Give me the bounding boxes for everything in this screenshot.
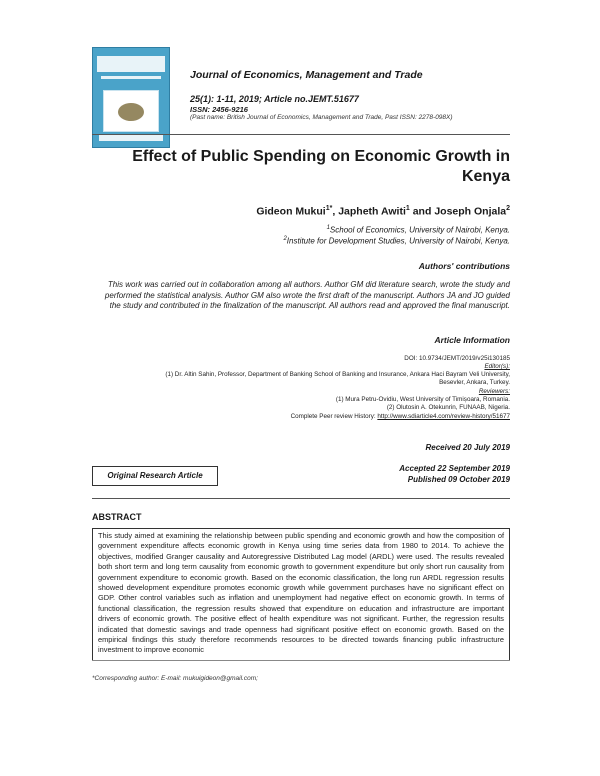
contributions-heading: Authors' contributions bbox=[418, 261, 510, 271]
editor-entry-continued: Besevler, Ankara, Turkey. bbox=[439, 379, 510, 386]
affiliation-text: School of Economics, University of Nairobi, Kenya. bbox=[329, 225, 510, 235]
journal-cover-image bbox=[92, 47, 170, 148]
affiliation-mark: 1 bbox=[326, 225, 330, 231]
article-title: Effect of Public Spending on Economic Growth in Kenya bbox=[132, 148, 510, 185]
cover-footer-band bbox=[99, 135, 163, 141]
peer-review-link[interactable]: http://www.sdiarticle4.com/review-history/51677 bbox=[377, 413, 510, 420]
journal-name: Journal of Economics, Management and Trade bbox=[190, 69, 423, 81]
author-affiliation-mark: 2 bbox=[506, 205, 510, 212]
past-name-line: (Past name: British Journal of Economics, Management and Trade, Past ISSN: 2278-098X) bbox=[190, 114, 453, 121]
corresponding-author-footnote: *Corresponding author: E-mail: mukuigideon@gmail.com; bbox=[92, 675, 258, 682]
author-separator: , bbox=[332, 205, 339, 218]
volume-line: 25(1): 1-11, 2019; Article no.JEMT.51677 bbox=[190, 94, 359, 104]
cover-artwork bbox=[103, 90, 159, 132]
issn-line: ISSN: 2456-9216 bbox=[190, 105, 248, 114]
cover-subtitle-band bbox=[101, 76, 161, 79]
affiliation bbox=[283, 236, 510, 246]
section-rule bbox=[92, 498, 510, 499]
affiliation-mark: 2 bbox=[283, 236, 287, 242]
article-info-heading: Article Information bbox=[434, 335, 510, 345]
author-conjunction: and bbox=[409, 205, 435, 218]
editors-label: Editor(s): bbox=[484, 363, 510, 370]
reviewer-entry: (1) Mura Petru-Ovidiu, West University of Timișoara, Romania. bbox=[335, 396, 510, 403]
author-list bbox=[256, 205, 510, 218]
article-type-box: Original Research Article bbox=[92, 466, 218, 486]
affiliation bbox=[327, 225, 510, 235]
reviewers-label: Reviewers: bbox=[478, 388, 510, 395]
received-date: Received 20 July 2019 bbox=[425, 443, 510, 452]
author-affiliation-mark: 1* bbox=[325, 205, 333, 212]
peer-review-line bbox=[291, 413, 510, 420]
author-name: Gideon Mukui bbox=[256, 205, 326, 218]
affiliation-text: Institute for Development Studies, University of Nairobi, Kenya. bbox=[286, 236, 510, 246]
editor-entry: (1) Dr. Altin Sahin, Professor, Department of Banking School of Banking and Insurance, Ankara Haci Bayram Veli University, bbox=[165, 371, 510, 378]
author-name: Japheth Awiti bbox=[338, 205, 406, 218]
abstract-heading: ABSTRACT bbox=[92, 512, 142, 522]
published-date: Published 09 October 2019 bbox=[407, 475, 510, 484]
author-affiliation-mark: 1 bbox=[405, 205, 410, 212]
header-rule bbox=[92, 134, 510, 135]
abstract-text: This study aimed at examining the relationship between public spending and economic growth and how the composition of government expenditure affects economic growth in Kenya using time series data from 1980 to 2014. To achieve the objectives, modified Granger causality and Autoregressive Distributed Lag model (ARDL) were used. The results revealed both short term and long term causality from economic growth to government expenditure but only short run causality from government expenditure to economic growth. Based on the economic classification, the long run ARDL regression results showed development expenditure promotes economic growth while government purchases have no significant effect on GDP. Other control variables such as inflation and unemployment had negative effect on economic growth. In terms of functional classification, the regression results showed that expenditure on education and infrastructure are important drivers of economic growth. The positive effect of health expenditure was not significant. Further, the regression results indicated that domestic savings and trade openness had significant positive effect on economic growth. Based on the empirical findings this study therefore recommends resources to be directed towards financing public infrastructure investment to improve economic bbox=[92, 528, 510, 661]
cover-title-band bbox=[97, 56, 165, 72]
reviewer-entry: (2) Olutosin A. Otekunrin, FUNAAB, Nigeria. bbox=[386, 404, 510, 411]
footnote-rule bbox=[92, 660, 510, 661]
doi-line: DOI: 10.9734/JEMT/2019/v25i130185 bbox=[404, 355, 510, 362]
contributions-text: This work was carried out in collaboration among all authors. Author GM did literature search, wrote the study and performed the statistical analysis. Author GM also wrote the first draft of the manuscript. Authors JA and JO guided the study and contributed in the finalization of the manuscript. All authors read and approved the final manuscript. bbox=[104, 280, 510, 310]
peer-review-label: Complete Peer review History: bbox=[290, 413, 378, 420]
author-name: Joseph Onjala bbox=[434, 205, 507, 218]
accepted-date: Accepted 22 September 2019 bbox=[399, 464, 510, 473]
globe-icon bbox=[118, 103, 144, 121]
